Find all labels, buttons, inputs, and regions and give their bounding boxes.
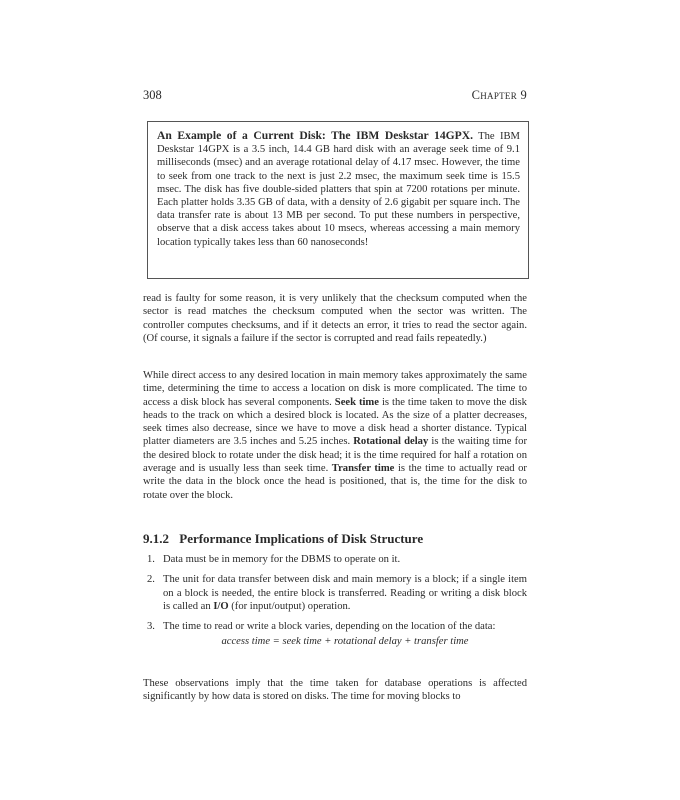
paragraph-observations: These observations imply that the time taken for database operations is affected significantly by how data is stored on disks. The time for moving blocks to [143, 678, 527, 703]
chapter-heading: Chapter 9 [471, 88, 527, 102]
list-text: The time to read or write a block varies, depending on the location of the data: [163, 621, 496, 633]
para2-s2: is the time taken to move the disk heads to the track on which a desired block is located. As the size of a platter decreases, seek times also decrease, since we have to move a disk head a shorter distance. Typical platter diameters are 3.5 inches and 5.25 inches. [143, 396, 527, 448]
list-number: 3. [147, 621, 155, 633]
box-text: The IBM Deskstar 14GPX is a 3.5 inch, 14.4 GB hard disk with an average seek time of 9.1 milliseconds (msec) and an average rotational delay of 4.17 msec. However, the time to seek from one track to the next is just 2.2 msec, the maximum seek time is 15.5 msec. The disk has five double-sided platters that spin at 7200 rotations per minute. Each platter holds 3.35 GB of data, with a density of 2.6 gigabit per square inch. The data transfer rate is about 13 MB per second. To put these numbers in perspective, observe that a disk access takes about 10 msecs, whereas accessing a main memory location typically takes less than 60 nanoseconds! [157, 131, 520, 248]
page-number: 308 [143, 88, 162, 102]
para2-s1: While direct access to any desired location in main memory takes approximately the same time, determining the time to access a location on disk is more complicated. The time to access a disk block has several components. [143, 370, 527, 408]
list-number: 2. [147, 574, 155, 586]
list-item [143, 573, 527, 613]
section-number: 9.1.2 [143, 531, 169, 546]
paragraph-access-time [143, 369, 527, 502]
list-text-pre: The unit for data transfer between disk and main memory is a block; if a single item on a block is needed, the entire block is transferred. Reading or writing a disk block is called an [163, 574, 527, 612]
list-item [143, 620, 527, 649]
box-title: An Example of a Current Disk: The IBM Deskstar 14GPX. [157, 129, 473, 142]
term-seek-time: Seek time [334, 396, 379, 408]
section-title: Performance Implications of Disk Structure [179, 531, 424, 546]
list-text: Data must be in memory for the DBMS to operate on it. [163, 554, 401, 565]
para2-s4: is the time to actually read or write the data in the block once the head is positioned, that is, the time for the disk to rotate over the block. [143, 463, 527, 501]
para2-s3: is the waiting time for the desired block to rotate under the disk head; it is the time required for half a rotation on average and is usually less than seek time. [143, 436, 527, 475]
section-heading [143, 531, 527, 547]
list-text-post: (for input/output) operation. [231, 600, 351, 612]
paragraph-checksum: read is faulty for some reason, it is very unlikely that the checksum computed when the sector is read matches the checksum computed when the sector was written. The controller computes checksums, and if it detects an error, it tries to read the sector again. (Of course, it signals a failure if the sector is corrupted and read fails repeatedly.) [143, 293, 527, 344]
term-io: I/O [213, 600, 229, 612]
term-rotational-delay: Rotational delay [353, 436, 429, 448]
numbered-list [143, 553, 527, 656]
list-item [143, 553, 527, 566]
page-header [143, 88, 527, 103]
term-transfer-time: Transfer time [331, 463, 395, 475]
access-time-formula: access time = seek time + rotational delay + transfer time [221, 636, 469, 648]
sidebar-box [147, 121, 529, 279]
list-number: 1. [147, 554, 155, 565]
